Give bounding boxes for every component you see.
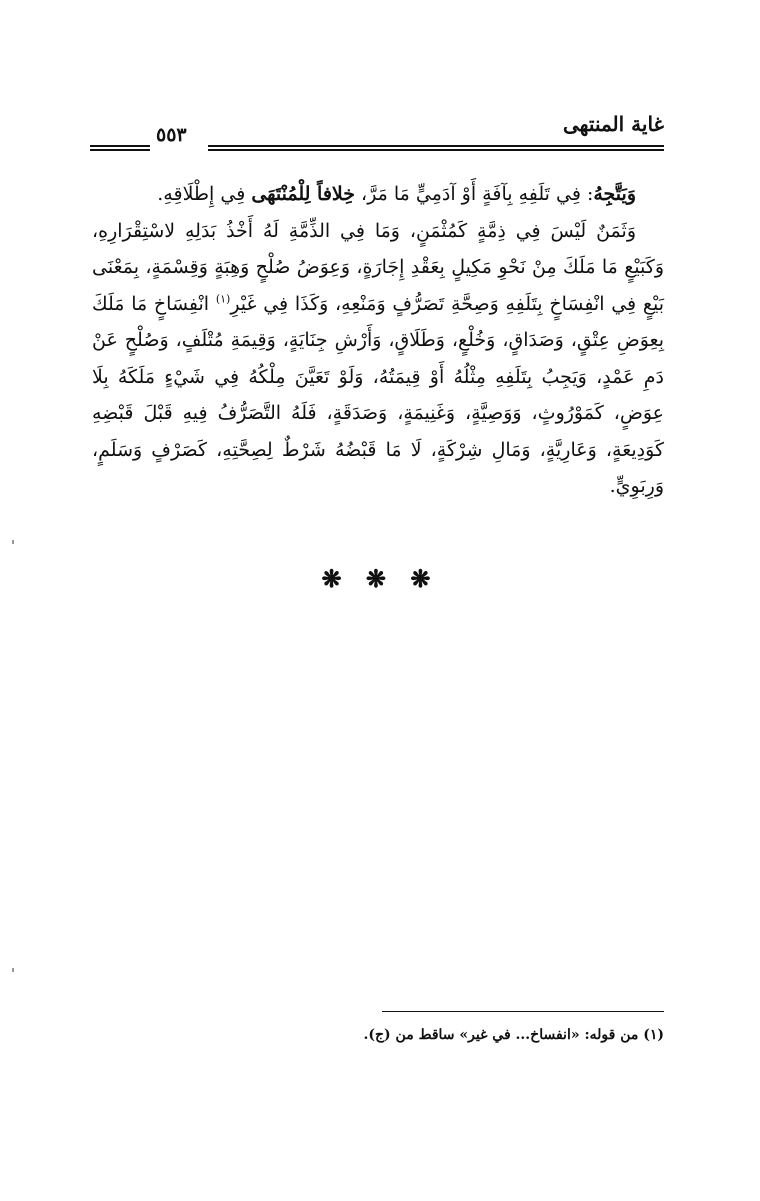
header-rule-left: [90, 145, 150, 151]
main-text: [92, 176, 664, 505]
header-rule-right: [208, 145, 664, 151]
scan-speck: [12, 968, 14, 972]
page-number: ٥٥٣: [156, 124, 187, 146]
section-separator: ❋ ❋ ❋: [321, 564, 439, 593]
footnote-rule: [382, 1011, 664, 1012]
paragraph-2: [92, 213, 664, 505]
paragraph-2-text-a: وَثَمَنٌ لَيْسَ فِي ذِمَّةٍ كَمُثْمَنٍ، وَمَا فِي الذِّمَّةِ لَهُ أَخْذُ بَدَلِهِ لاسْتِقْرَارِهِ، وَكَبَيْعٍ مَا مَلَكَ مِنْ نَحْوِ مَكِيلٍ بِعَقْدِ إِجَارَةٍ، وَعِوَضُ صُلْحٍ وَهِبَةٍ وَقِسْمَةٍ، بِمَعْنَى بَيْعٍ فِي انْفِسَاخٍ بِتَلَفِهِ وَصِحَّةِ تَصَرُّفٍ وَمَنْعِهِ، وَكَذَا فِي غَيْرِ: [92, 219, 664, 315]
footnote: (١) من قوله: «انفساخ... في غير» ساقط من (ج).: [363, 1027, 664, 1043]
paragraph-1-text-b: فِي إِطْلَاقِهِ.: [157, 183, 252, 205]
scan-speck: [12, 540, 14, 544]
paragraph-2-text-b: انْفِسَاخٍ مَا مَلَكَ بِعِوَضِ عِتْقٍ، وَصَدَاقٍ، وَخُلْعٍ، وَطَلَاقٍ، وَأَرْشِ جِنَايَةٍ، وَقِيمَةِ مُتْلَفٍ، وَصُلْحٍ عَنْ دَمِ عَمْدٍ، وَيَجِبُ بِتَلَفِهِ مِثْلُهُ أَوْ قِيمَتُهُ، وَلَوْ تَعَيَّنَ مِلْكُهُ فِي شَيْءٍ مَلَكَهُ بِلَا عِوَضٍ، كَمَوْرُوثٍ، وَوَصِيَّةٍ، وَغَنِيمَةٍ، وَصَدَقَةٍ، فَلَهُ التَّصَرُّفُ فِيهِ قَبْلَ قَبْضِهِ كَوَدِيعَةٍ، وَعَارِيَّةٍ، وَمَالِ شِرْكَةٍ، لَا مَا قَبْضُهُ شَرْطٌ لِصِحَّتِهِ، كَصَرْفٍ وَسَلَمٍ، وَرِبَوِيٍّ.: [92, 292, 664, 497]
opposition-phrase: خِلافاً لِلْمُنْتَهَى: [251, 183, 356, 205]
running-title: غاية المنتهى: [563, 112, 664, 136]
paragraph-1: [92, 176, 664, 213]
paragraph-1-text-a: : فِي تَلَفِهِ بِآفَةٍ أَوْ آدَمِيٍّ مَا مَرَّ،: [355, 183, 594, 205]
footnote-reference-mark: (١): [215, 292, 231, 306]
page-header: [90, 112, 664, 160]
term-yattajih: وَيَتَّجِهُ: [593, 183, 636, 205]
